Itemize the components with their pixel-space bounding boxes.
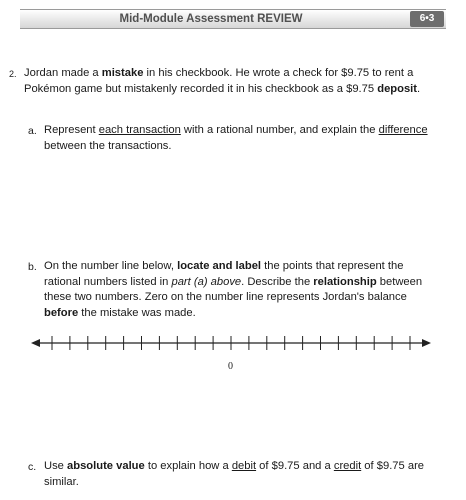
part-b-label: b. [28,261,37,273]
part-c-text: Use absolute value to explain how a debit of $9.75 and a credit of $9.75 are similar. [44,460,425,488]
lesson-badge: 6•3 [410,11,444,27]
right-arrow-icon [422,339,431,347]
part-a-text: Represent each transaction with a rational number, and explain the difference between the transactions. [44,124,428,152]
part-b-text: On the number line below, locate and label the points that represent the rational numbers listed in part (a) above. Describe the relationship between these two numbers. Zero on the number line represents Jordan's balance before the mistake was made. [44,260,423,319]
question-number: 2. [9,69,17,79]
part-a-label: a. [28,125,37,137]
zero-label: 0 [228,361,233,372]
header-title: Mid-Module Assessment REVIEW [119,13,303,25]
part-c-label: c. [28,461,37,473]
question-text: Jordan made a mistake in his checkbook. He wrote a check for $9.75 to rent a Pokémon game but mistakenly recorded it in his checkbook as a $9.75 deposit. [24,67,421,95]
left-arrow-icon [31,339,40,347]
